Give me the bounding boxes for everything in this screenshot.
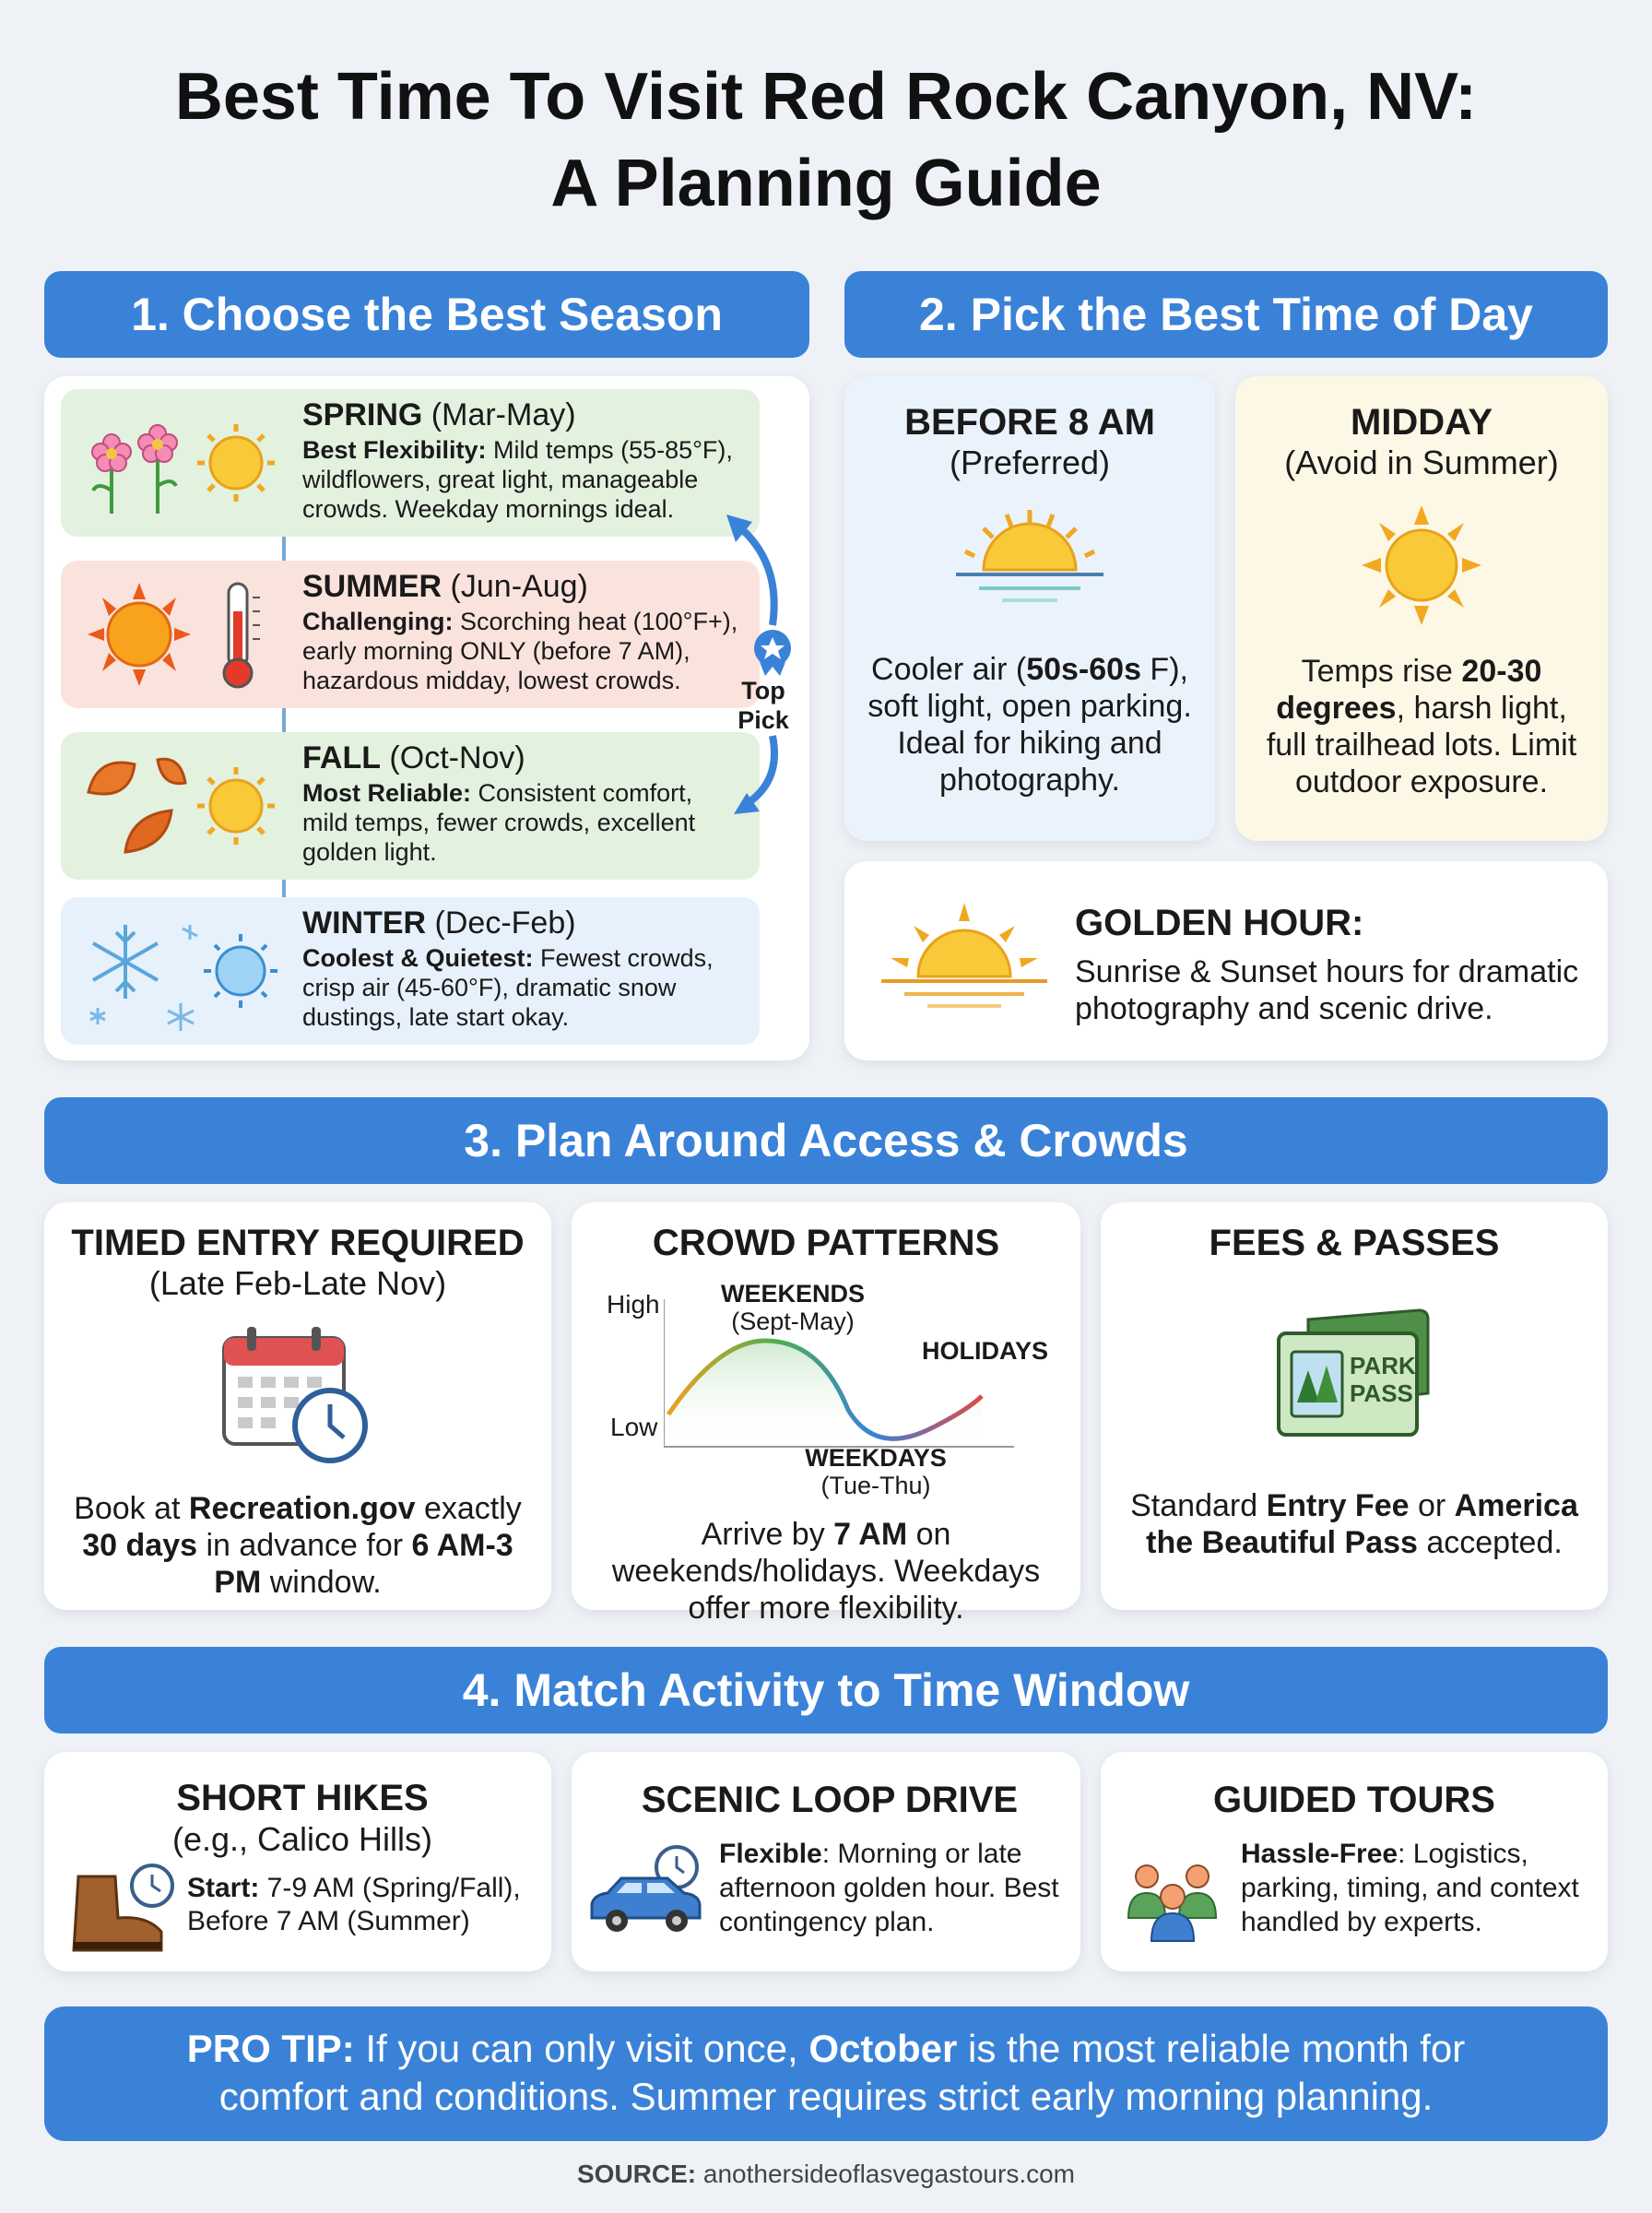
source-label: SOURCE: <box>576 2160 697 2188</box>
weekends-sub: (Sept-May) <box>731 1308 855 1335</box>
tours-text <box>1241 1837 1600 1939</box>
timed-entry-card <box>44 1202 551 1610</box>
sunrise-icon <box>938 510 1122 611</box>
before-b1: 50s-60s <box>1026 652 1141 687</box>
winter-name: WINTER <box>302 905 427 941</box>
crowd-t1: Arrive by <box>701 1517 834 1552</box>
season-spring <box>61 389 760 537</box>
title-line-1: Best Time To Visit Red Rock Canyon, NV: <box>174 60 1478 134</box>
hikes-t1: 7-9 AM (Spring/Fall), Before 7 AM (Summer) <box>187 1873 521 1936</box>
before-t2: F), soft light, open parking. Ideal for hiking and photography. <box>867 652 1192 798</box>
tip-b1: PRO TIP: <box>186 2027 355 2070</box>
section-2-header: 2. Pick the Best Time of Day <box>844 271 1608 358</box>
section-1-header: 1. Choose the Best Season <box>44 271 809 358</box>
fees-text <box>1119 1487 1589 1561</box>
winter-text: Fewest crowds, crisp air (45-60°F), dramatic snow dustings, late start okay. <box>302 944 714 1031</box>
timed-t4: window. <box>261 1565 382 1600</box>
weekdays-label <box>793 1444 959 1499</box>
guided-tours-card <box>1101 1752 1608 1971</box>
before-text <box>861 651 1198 799</box>
fees-t1: Standard <box>1130 1488 1267 1523</box>
pass-label <box>1350 1352 1416 1407</box>
spring-name: SPRING <box>302 397 423 432</box>
crowd-text <box>581 1516 1071 1627</box>
midday-t2: , harsh light, full trailhead lots. Limit outdoor exposure. <box>1266 691 1577 799</box>
tip-t1: If you can only visit once, <box>354 2027 809 2070</box>
spring-range: (Mar-May) <box>422 397 576 432</box>
sun-thermometer-icon <box>70 570 282 699</box>
golden-hour-card <box>844 861 1608 1060</box>
timed-t1: Book at <box>74 1491 189 1526</box>
car-clock-icon <box>584 1840 714 1950</box>
top-pick-arrows <box>708 505 800 828</box>
page-title <box>0 53 1652 227</box>
summer-name: SUMMER <box>302 569 442 604</box>
title-line-2: A Planning Guide <box>550 147 1102 220</box>
hikes-text <box>187 1872 547 1938</box>
timed-text <box>72 1490 524 1601</box>
fees-b1: Entry Fee <box>1266 1488 1410 1523</box>
crowd-t2: on weekends/holidays. Weekdays offer more flexibility. <box>611 1517 1041 1626</box>
section-3-header: 3. Plan Around Access & Crowds <box>44 1097 1608 1184</box>
spring-text: Mild temps (55-85°F), wildflowers, great light, manageable crowds. Weekday mornings ideal. <box>302 436 733 523</box>
source-url: anothersideoflasvegastours.com <box>696 2160 1076 2188</box>
timed-t3: in advance for <box>197 1528 412 1563</box>
weekdays-text: WEEKDAYS <box>805 1444 947 1472</box>
sunset-icon <box>872 898 1056 1018</box>
summer-range: (Jun-Aug) <box>442 569 588 604</box>
drive-t1: : Morning or late afternoon golden hour. Best contingency plan. <box>719 1839 1059 1937</box>
spring-lead: Best Flexibility: <box>302 436 487 464</box>
fall-range: (Oct-Nov) <box>380 740 525 775</box>
crowd-b1: 7 AM <box>833 1517 908 1552</box>
before-8am-card <box>844 376 1215 841</box>
section-4-header: 4. Match Activity to Time Window <box>44 1647 1608 1734</box>
season-fall <box>61 732 760 880</box>
fees-passes-card <box>1101 1202 1608 1610</box>
midday-b1: 20-30 degrees <box>1276 654 1542 726</box>
tip-t2: is the most reliable month for comfort and conditions. Summer requires strict early morning planning. <box>218 2027 1466 2118</box>
drive-text <box>719 1837 1069 1939</box>
winter-range: (Dec-Feb) <box>426 905 576 941</box>
hikes-sub: (e.g., Calico Hills) <box>171 1820 433 1858</box>
midday-title: MIDDAY <box>1350 402 1493 443</box>
leaves-sun-icon <box>70 741 282 870</box>
top-pick-line1: Top <box>741 677 785 704</box>
crowd-patterns-card <box>572 1202 1080 1626</box>
crowd-title: CROWD PATTERNS <box>652 1223 1000 1263</box>
scenic-drive-card <box>572 1752 1080 1971</box>
fall-text: Consistent comfort, mild temps, fewer crowds, excellent golden light. <box>302 779 696 866</box>
season-winter <box>61 897 760 1045</box>
timed-b2: 30 days <box>82 1528 198 1563</box>
fees-t2: or <box>1409 1488 1455 1523</box>
summer-text: Scorching heat (100°F+), early morning ONLY (before 7 AM), hazardous midday, lowest crowds. <box>302 608 738 694</box>
weekdays-sub: (Tue-Thu) <box>820 1472 931 1499</box>
before-sub: (Preferred) <box>949 444 1111 481</box>
timed-b1: Recreation.gov <box>188 1491 416 1526</box>
crowd-high-label: High <box>607 1290 660 1319</box>
pro-tip-banner <box>44 2006 1608 2141</box>
winter-lead: Coolest & Quietest: <box>302 944 534 972</box>
fees-title: FEES & PASSES <box>1209 1223 1500 1263</box>
source-line <box>0 2160 1652 2189</box>
season-card <box>44 376 809 1060</box>
timed-sub: (Late Feb-Late Nov) <box>148 1264 447 1302</box>
drive-b1: Flexible <box>719 1839 822 1869</box>
golden-title: GOLDEN HOUR: <box>1075 903 1364 943</box>
boot-clock-icon <box>65 1858 184 1959</box>
crowd-curve <box>664 1299 1051 1465</box>
calendar-clock-icon <box>215 1320 381 1467</box>
pass-line1: PARK <box>1350 1352 1416 1379</box>
pass-line2: PASS <box>1350 1379 1413 1407</box>
fall-name: FALL <box>302 740 381 775</box>
season-summer <box>61 561 760 708</box>
tours-b1: Hassle-Free <box>1241 1839 1398 1869</box>
short-hikes-card <box>44 1752 551 1971</box>
sun-icon <box>1348 501 1495 630</box>
top-pick-line2: Pick <box>738 706 789 734</box>
hikes-title: SHORT HIKES <box>176 1778 429 1818</box>
midday-text <box>1252 653 1591 800</box>
drive-title: SCENIC LOOP DRIVE <box>641 1780 1019 1820</box>
hikes-b1: Start: <box>187 1873 260 1903</box>
group-people-icon <box>1119 1849 1230 1950</box>
tours-t1: : Logistics, parking, timing, and context handled by experts. <box>1241 1839 1579 1937</box>
weekends-text: WEEKENDS <box>720 1280 865 1308</box>
tours-title: GUIDED TOURS <box>1213 1780 1495 1820</box>
fees-b2: America the Beautiful Pass <box>1146 1488 1578 1560</box>
timed-b3: 6 AM-3 PM <box>214 1528 513 1600</box>
midday-sub: (Avoid in Summer) <box>1284 444 1559 481</box>
holidays-label: HOLIDAYS <box>922 1337 1049 1365</box>
before-title: BEFORE 8 AM <box>904 402 1155 443</box>
fees-t3: accepted. <box>1417 1525 1563 1560</box>
crowd-low-label: Low <box>610 1413 658 1441</box>
golden-text: Sunrise & Sunset hours for dramatic photography and scenic drive. <box>1075 954 1579 1026</box>
tip-b2: October <box>808 2027 958 2070</box>
before-t1: Cooler air ( <box>871 652 1027 687</box>
top-pick-label <box>726 676 800 735</box>
snowflake-sun-icon <box>70 906 282 1035</box>
timed-title: TIMED ENTRY REQUIRED <box>71 1223 525 1263</box>
midday-card <box>1235 376 1608 841</box>
flowers-sun-icon <box>70 398 282 527</box>
summer-lead: Challenging: <box>302 608 454 635</box>
timed-t2: exactly <box>415 1491 522 1526</box>
park-pass-icon <box>1271 1301 1437 1449</box>
fall-lead: Most Reliable: <box>302 779 472 807</box>
midday-t1: Temps rise <box>1301 654 1462 689</box>
